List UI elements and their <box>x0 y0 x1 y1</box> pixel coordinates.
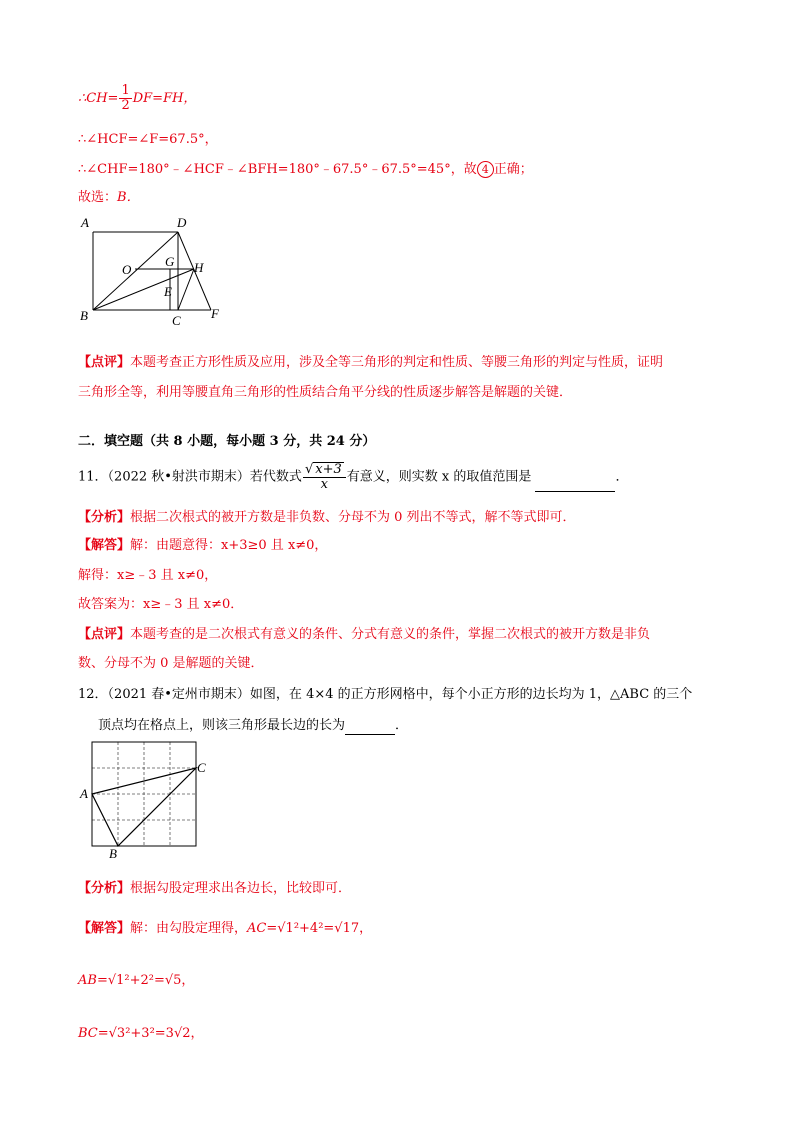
label-A: A <box>80 786 88 801</box>
proof-line-1-a: ∴CH= <box>78 91 119 106</box>
q11-answer: 故答案为：x≥﹣3 且 x≠0． <box>78 597 244 612</box>
edge-BH <box>93 269 194 310</box>
half-fraction <box>119 84 131 113</box>
question-text-rest: 有意义，则实数 x 的取值范围是 <box>346 469 532 485</box>
q11-solve: 解得：x≥﹣3 且 x≠0， <box>78 568 218 583</box>
question-text: （2021 春•定州市期末）如图，在 4×4 的正方形网格中，每个小正方形的边长均为 1，△ABC 的三个 <box>107 687 693 702</box>
solution-tag: 【解答】 <box>78 921 131 936</box>
denominator: x <box>320 477 328 492</box>
proof-line-2: ∴∠HCF=∠F=67.5°， <box>78 132 218 147</box>
proof-line-1-b: DF=FH， <box>132 91 197 106</box>
label-D: D <box>177 215 187 230</box>
label-E: E <box>164 284 172 299</box>
proof-line-3-a: ∴∠CHF=180°﹣∠HCF﹣∠BFH=180°﹣67.5°﹣67.5°=45°，故 <box>78 162 477 177</box>
analysis-text: 根据二次根式的被开方数是非负数、分母不为 0 列出不等式，解不等式即可． <box>130 510 576 525</box>
radicand: x+3 <box>315 462 342 477</box>
solution-text: 解：由题意得：x+3≥0 且 x≠0， <box>130 538 328 553</box>
proof-line-4 <box>78 189 140 207</box>
question-text: （2022 秋•射洪市期末）若代数式 <box>107 469 302 485</box>
q12-ab <box>78 972 194 990</box>
answer-blank <box>535 477 615 492</box>
expression-fraction <box>303 462 346 492</box>
answer-blank <box>345 720 395 735</box>
analysis-tag: 【分析】 <box>78 510 131 525</box>
ab-label: AB <box>78 973 97 988</box>
q11-analysis <box>78 509 576 527</box>
circled-number: 4 <box>477 161 494 178</box>
sqrt-numerator: √ x+3 <box>303 462 346 478</box>
solution-text: 解：由勾股定理得， <box>130 921 248 936</box>
review-10-line-1 <box>78 354 663 372</box>
q11-solution <box>78 537 327 555</box>
review-10-line-2: 三角形全等，利用等腰直角三角形的性质结合角平分线的性质逐步解答是解题的关键． <box>78 385 573 400</box>
review-tag: 【点评】 <box>78 355 131 370</box>
q11-review-line-1 <box>78 626 650 644</box>
solution-tag: 【解答】 <box>78 538 131 553</box>
question-12-line-2 <box>98 717 408 735</box>
bc-expression: =√3²+3²=3√2， <box>97 1026 204 1041</box>
question-number: 12． <box>78 687 108 702</box>
q12-solution <box>78 920 372 938</box>
label-B: B <box>80 308 88 323</box>
ac-label: AC <box>247 921 267 936</box>
proof-line-1 <box>78 84 196 113</box>
label-F: F <box>211 306 219 321</box>
label-G: G <box>165 254 175 269</box>
label-B: B <box>109 846 117 860</box>
question-end: ． <box>395 718 409 733</box>
question-end: ． <box>615 469 629 485</box>
review-text: 本题考查的是二次根式有意义的条件、分式有意义的条件，掌握二次根式的被开方数是非负 <box>130 627 651 642</box>
analysis-tag: 【分析】 <box>78 881 131 896</box>
question-number: 11． <box>78 469 108 485</box>
review-tag: 【点评】 <box>78 627 131 642</box>
label-C: C <box>172 313 181 328</box>
label-H: H <box>194 260 204 275</box>
ac-expression: =√1²+4²=√17， <box>266 921 373 936</box>
analysis-text: 根据勾股定理求出各边长，比较即可． <box>130 881 352 896</box>
question-text: 顶点均在格点上，则该三角形最长边的长为 <box>98 718 346 733</box>
q11-review-line-2: 数、分母不为 0 是解题的关键． <box>78 656 264 671</box>
fraction-numerator: 1 <box>121 83 130 98</box>
label-C: C <box>197 760 206 775</box>
review-text: 本题考查正方形性质及应用，涉及全等三角形的判定和性质、等腰三角形的判定与性质，证明 <box>130 355 664 370</box>
label-A: A <box>81 215 89 230</box>
fraction-denominator: 2 <box>121 98 130 113</box>
edge-CH <box>178 269 194 310</box>
q12-analysis <box>78 880 351 898</box>
choice-value: B． <box>117 190 140 205</box>
proof-line-3-b: 正确； <box>493 162 533 177</box>
geometry-figure-square <box>78 214 238 330</box>
question-11 <box>78 462 629 492</box>
bc-label: BC <box>78 1026 98 1041</box>
section-title: 二．填空题（共 8 小题，每小题 3 分，共 24 分） <box>78 434 376 449</box>
ab-expression: =√1²+2²=√5， <box>96 973 195 988</box>
q12-bc <box>78 1025 204 1043</box>
question-12-line-1 <box>78 686 692 704</box>
grid-triangle-figure <box>78 738 218 860</box>
label-O: O <box>122 262 132 277</box>
choice-label: 故选： <box>78 190 118 205</box>
proof-line-3 <box>78 161 533 179</box>
grid-lines <box>92 742 196 846</box>
